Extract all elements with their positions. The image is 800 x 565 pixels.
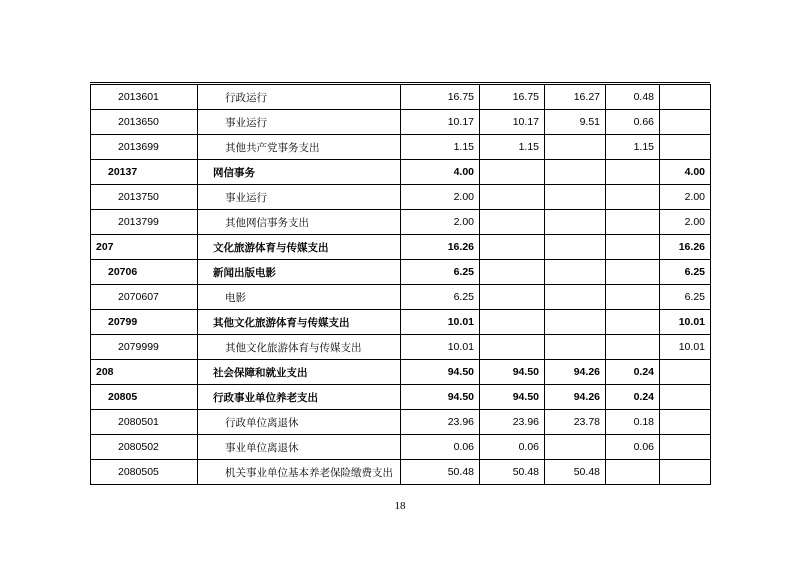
- classification-code-cell: 2070607: [91, 285, 198, 310]
- project-expenditure-cell: [660, 385, 711, 410]
- project-expenditure-cell: 6.25: [660, 260, 711, 285]
- table-body: [91, 85, 711, 485]
- item-name-cell: 其他网信事务支出: [198, 210, 401, 235]
- public-expenditure-cell: [606, 260, 660, 285]
- table-row: [91, 185, 711, 210]
- public-expenditure-cell: 0.18: [606, 410, 660, 435]
- item-name-cell: 机关事业单位基本养老保险缴费支出: [198, 460, 401, 485]
- item-name-cell: 其他共产党事务支出: [198, 135, 401, 160]
- table-row: [91, 335, 711, 360]
- item-name-cell: 电影: [198, 285, 401, 310]
- total-amount-cell: 6.25: [401, 260, 480, 285]
- item-name-cell: 行政单位离退休: [198, 410, 401, 435]
- basic-expenditure-subtotal-cell: 94.50: [480, 360, 545, 385]
- table-row: [91, 160, 711, 185]
- item-name-cell: 事业运行: [198, 110, 401, 135]
- personnel-expenditure-cell: 16.27: [545, 85, 606, 110]
- basic-expenditure-subtotal-cell: [480, 335, 545, 360]
- total-amount-cell: 0.06: [401, 435, 480, 460]
- classification-code-cell: 2079999: [91, 335, 198, 360]
- project-expenditure-cell: [660, 85, 711, 110]
- basic-expenditure-subtotal-cell: 50.48: [480, 460, 545, 485]
- basic-expenditure-subtotal-cell: 10.17: [480, 110, 545, 135]
- personnel-expenditure-cell: [545, 185, 606, 210]
- classification-code-cell: 2080502: [91, 435, 198, 460]
- classification-code-cell: 2013750: [91, 185, 198, 210]
- project-expenditure-cell: [660, 435, 711, 460]
- basic-expenditure-subtotal-cell: [480, 285, 545, 310]
- total-amount-cell: 2.00: [401, 210, 480, 235]
- basic-expenditure-subtotal-cell: [480, 185, 545, 210]
- classification-code-cell: 208: [91, 360, 198, 385]
- total-amount-cell: 1.15: [401, 135, 480, 160]
- personnel-expenditure-cell: 94.26: [545, 360, 606, 385]
- budget-expenditure-table: [90, 84, 711, 485]
- basic-expenditure-subtotal-cell: [480, 235, 545, 260]
- classification-code-cell: 2080505: [91, 460, 198, 485]
- classification-code-cell: 20799: [91, 310, 198, 335]
- basic-expenditure-subtotal-cell: [480, 260, 545, 285]
- total-amount-cell: 94.50: [401, 360, 480, 385]
- public-expenditure-cell: [606, 235, 660, 260]
- table-row: [91, 460, 711, 485]
- personnel-expenditure-cell: [545, 310, 606, 335]
- classification-code-cell: 2013601: [91, 85, 198, 110]
- basic-expenditure-subtotal-cell: 1.15: [480, 135, 545, 160]
- table-row: [91, 310, 711, 335]
- personnel-expenditure-cell: [545, 210, 606, 235]
- table-row: [91, 260, 711, 285]
- project-expenditure-cell: 10.01: [660, 335, 711, 360]
- public-expenditure-cell: 0.66: [606, 110, 660, 135]
- total-amount-cell: 10.01: [401, 310, 480, 335]
- table-row: [91, 360, 711, 385]
- personnel-expenditure-cell: 9.51: [545, 110, 606, 135]
- item-name-cell: 文化旅游体育与传媒支出: [198, 235, 401, 260]
- item-name-cell: 新闻出版电影: [198, 260, 401, 285]
- table-row: [91, 435, 711, 460]
- classification-code-cell: 2013799: [91, 210, 198, 235]
- public-expenditure-cell: [606, 460, 660, 485]
- personnel-expenditure-cell: [545, 135, 606, 160]
- public-expenditure-cell: 0.24: [606, 385, 660, 410]
- table-row: [91, 85, 711, 110]
- total-amount-cell: 16.26: [401, 235, 480, 260]
- item-name-cell: 社会保障和就业支出: [198, 360, 401, 385]
- classification-code-cell: 2080501: [91, 410, 198, 435]
- personnel-expenditure-cell: [545, 435, 606, 460]
- total-amount-cell: 6.25: [401, 285, 480, 310]
- basic-expenditure-subtotal-cell: 16.75: [480, 85, 545, 110]
- table-row: [91, 285, 711, 310]
- project-expenditure-cell: [660, 460, 711, 485]
- public-expenditure-cell: [606, 185, 660, 210]
- project-expenditure-cell: 2.00: [660, 210, 711, 235]
- classification-code-cell: 207: [91, 235, 198, 260]
- table-row: [91, 135, 711, 160]
- table-row: [91, 110, 711, 135]
- total-amount-cell: 10.17: [401, 110, 480, 135]
- total-amount-cell: 94.50: [401, 385, 480, 410]
- total-amount-cell: 50.48: [401, 460, 480, 485]
- classification-code-cell: 2013650: [91, 110, 198, 135]
- total-amount-cell: 2.00: [401, 185, 480, 210]
- total-amount-cell: 23.96: [401, 410, 480, 435]
- item-name-cell: 事业运行: [198, 185, 401, 210]
- classification-code-cell: 20137: [91, 160, 198, 185]
- table-row: [91, 210, 711, 235]
- total-amount-cell: 10.01: [401, 335, 480, 360]
- project-expenditure-cell: 2.00: [660, 185, 711, 210]
- personnel-expenditure-cell: [545, 335, 606, 360]
- classification-code-cell: 20805: [91, 385, 198, 410]
- table-row: [91, 385, 711, 410]
- classification-code-cell: 20706: [91, 260, 198, 285]
- item-name-cell: 其他文化旅游体育与传媒支出: [198, 335, 401, 360]
- project-expenditure-cell: [660, 360, 711, 385]
- basic-expenditure-subtotal-cell: 0.06: [480, 435, 545, 460]
- personnel-expenditure-cell: [545, 260, 606, 285]
- personnel-expenditure-cell: 50.48: [545, 460, 606, 485]
- item-name-cell: 行政事业单位养老支出: [198, 385, 401, 410]
- public-expenditure-cell: [606, 210, 660, 235]
- item-name-cell: 网信事务: [198, 160, 401, 185]
- personnel-expenditure-cell: 23.78: [545, 410, 606, 435]
- basic-expenditure-subtotal-cell: [480, 160, 545, 185]
- basic-expenditure-subtotal-cell: 23.96: [480, 410, 545, 435]
- project-expenditure-cell: [660, 135, 711, 160]
- personnel-expenditure-cell: [545, 285, 606, 310]
- project-expenditure-cell: 6.25: [660, 285, 711, 310]
- item-name-cell: 事业单位离退休: [198, 435, 401, 460]
- table-row: [91, 410, 711, 435]
- public-expenditure-cell: 0.48: [606, 85, 660, 110]
- public-expenditure-cell: [606, 310, 660, 335]
- public-expenditure-cell: [606, 335, 660, 360]
- project-expenditure-cell: [660, 410, 711, 435]
- classification-code-cell: 2013699: [91, 135, 198, 160]
- project-expenditure-cell: 10.01: [660, 310, 711, 335]
- public-expenditure-cell: [606, 160, 660, 185]
- basic-expenditure-subtotal-cell: [480, 310, 545, 335]
- item-name-cell: 行政运行: [198, 85, 401, 110]
- public-expenditure-cell: 0.24: [606, 360, 660, 385]
- project-expenditure-cell: 4.00: [660, 160, 711, 185]
- table-top-rule: [90, 82, 710, 83]
- personnel-expenditure-cell: [545, 235, 606, 260]
- personnel-expenditure-cell: 94.26: [545, 385, 606, 410]
- basic-expenditure-subtotal-cell: 94.50: [480, 385, 545, 410]
- public-expenditure-cell: 0.06: [606, 435, 660, 460]
- total-amount-cell: 4.00: [401, 160, 480, 185]
- public-expenditure-cell: [606, 285, 660, 310]
- total-amount-cell: 16.75: [401, 85, 480, 110]
- item-name-cell: 其他文化旅游体育与传媒支出: [198, 310, 401, 335]
- page-number: 18: [394, 500, 406, 512]
- table-row: [91, 235, 711, 260]
- project-expenditure-cell: [660, 110, 711, 135]
- personnel-expenditure-cell: [545, 160, 606, 185]
- public-expenditure-cell: 1.15: [606, 135, 660, 160]
- project-expenditure-cell: 16.26: [660, 235, 711, 260]
- basic-expenditure-subtotal-cell: [480, 210, 545, 235]
